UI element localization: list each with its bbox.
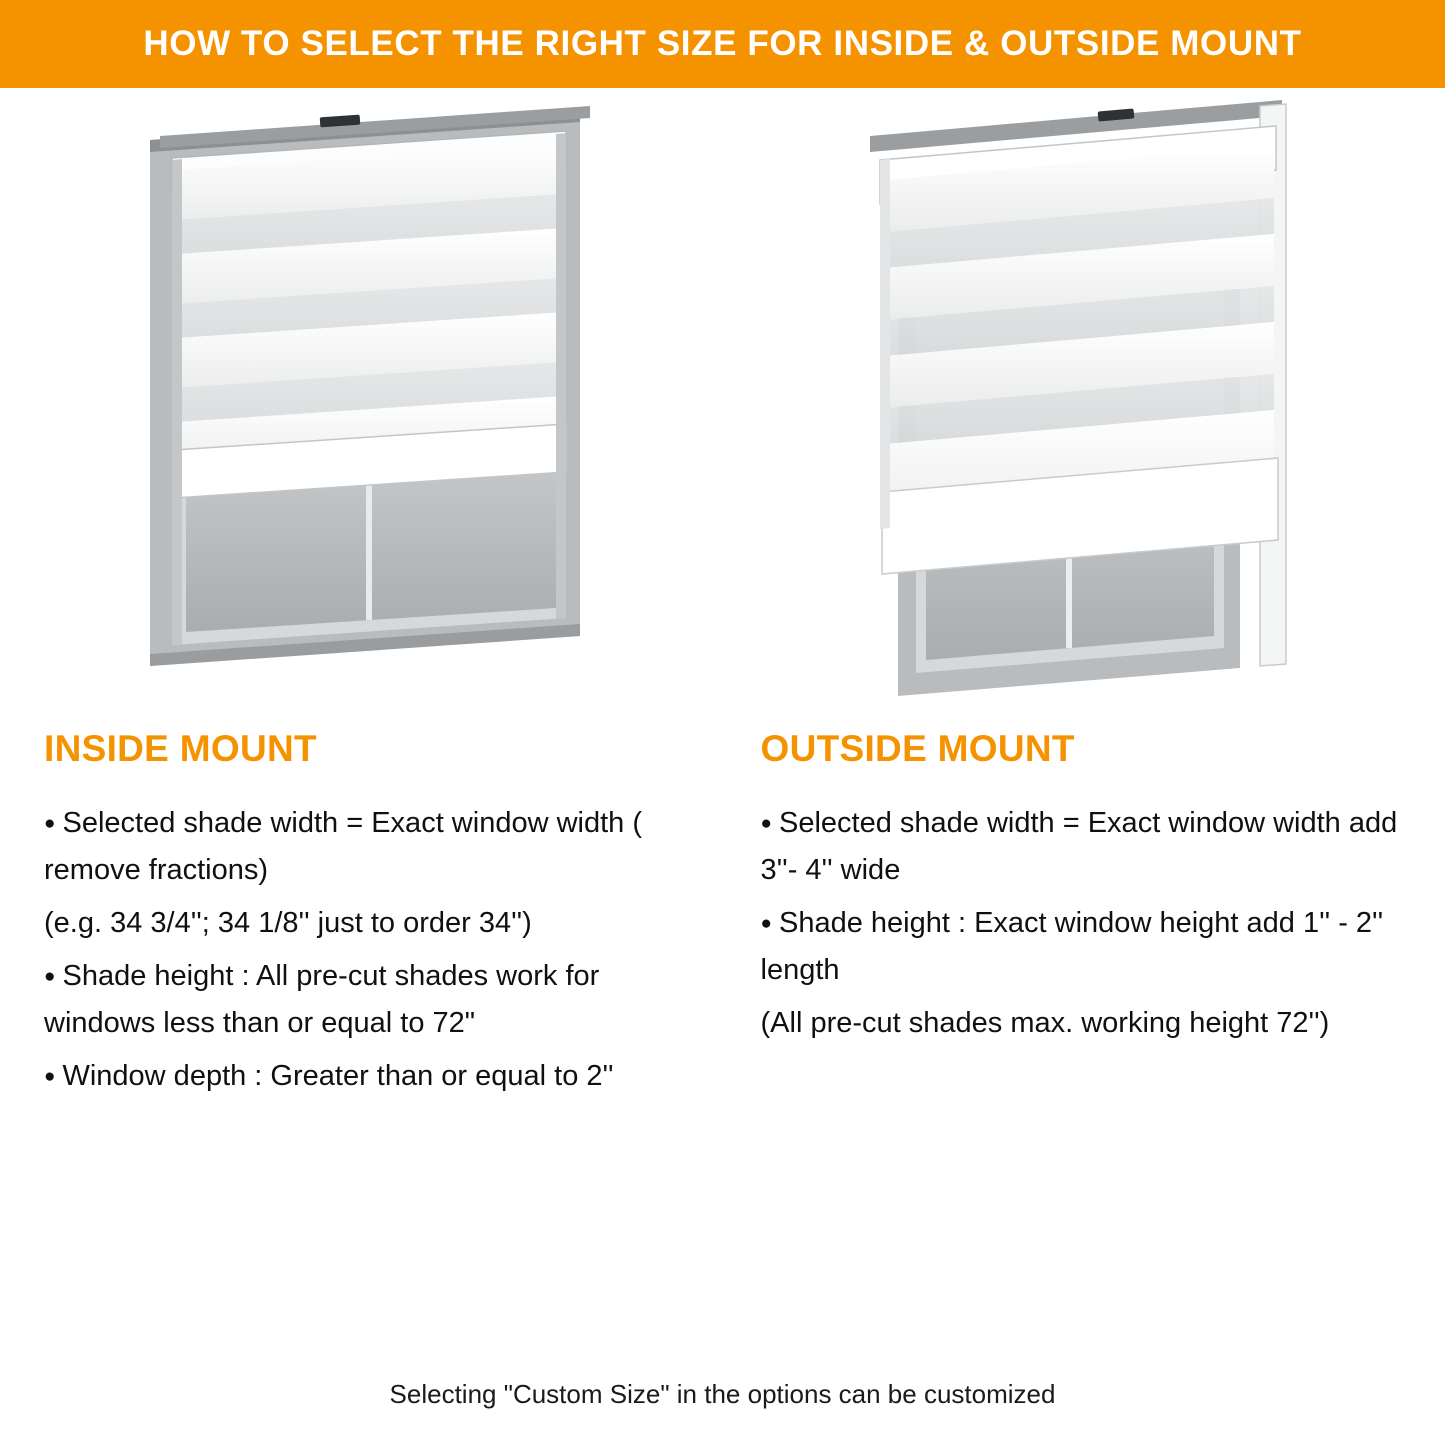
bullet-icon: ●	[44, 813, 56, 834]
recess-left-edge	[172, 159, 182, 645]
inside-mount-bullets	[44, 800, 693, 1100]
list-item	[761, 1000, 1424, 1047]
list-item-text: Window depth : Greater than or equal to 2''	[62, 1059, 614, 1092]
list-item	[44, 953, 693, 1047]
bullet-icon: ●	[760, 813, 772, 834]
page-title: HOW TO SELECT THE RIGHT SIZE FOR INSIDE & OUTSIDE MOUNT	[143, 24, 1302, 63]
bullet-icon: ●	[760, 912, 772, 934]
list-item-text: Shade height : Exact window height add 1'' - 2'' length	[760, 906, 1384, 986]
inside-mount-title: INSIDE MOUNT	[44, 728, 317, 769]
shade-left-edge	[880, 159, 890, 529]
list-item-text: Selected shade width = Exact window width ( remove fractions)	[44, 807, 642, 886]
recess-right-edge	[556, 133, 566, 619]
list-item-text: (e.g. 34 3/4''; 34 1/8'' just to order 34'')	[44, 906, 532, 939]
bullet-icon: ●	[44, 965, 56, 987]
mount-info-columns	[0, 728, 1445, 1106]
zebra-shade-bands	[882, 146, 1278, 574]
zebra-shade-bands	[174, 144, 566, 498]
outside-mount-column	[723, 728, 1424, 1106]
list-item-text: (All pre-cut shades max. working height 72'')	[760, 1006, 1330, 1039]
inside-mount-illustration	[120, 88, 640, 728]
footer-note: Selecting "Custom Size" in the options can be customized	[389, 1379, 1056, 1409]
list-item-text: Shade height : All pre-cut shades work for windows less than or equal to 72"	[44, 959, 600, 1039]
list-item	[44, 800, 693, 894]
inside-mount-column	[22, 728, 723, 1106]
header-bar	[0, 0, 1445, 88]
illustration-row	[0, 88, 1445, 728]
outside-mount-bullets	[761, 800, 1424, 1047]
list-item	[761, 900, 1424, 994]
list-item	[761, 800, 1424, 894]
bullet-icon: ●	[44, 1065, 56, 1087]
outside-mount-illustration	[840, 88, 1360, 728]
list-item	[44, 900, 693, 947]
outside-mount-title: OUTSIDE MOUNT	[760, 728, 1075, 769]
list-item-text: Selected shade width = Exact window width add 3''- 4'' wide	[760, 807, 1398, 886]
list-item	[44, 1053, 693, 1100]
